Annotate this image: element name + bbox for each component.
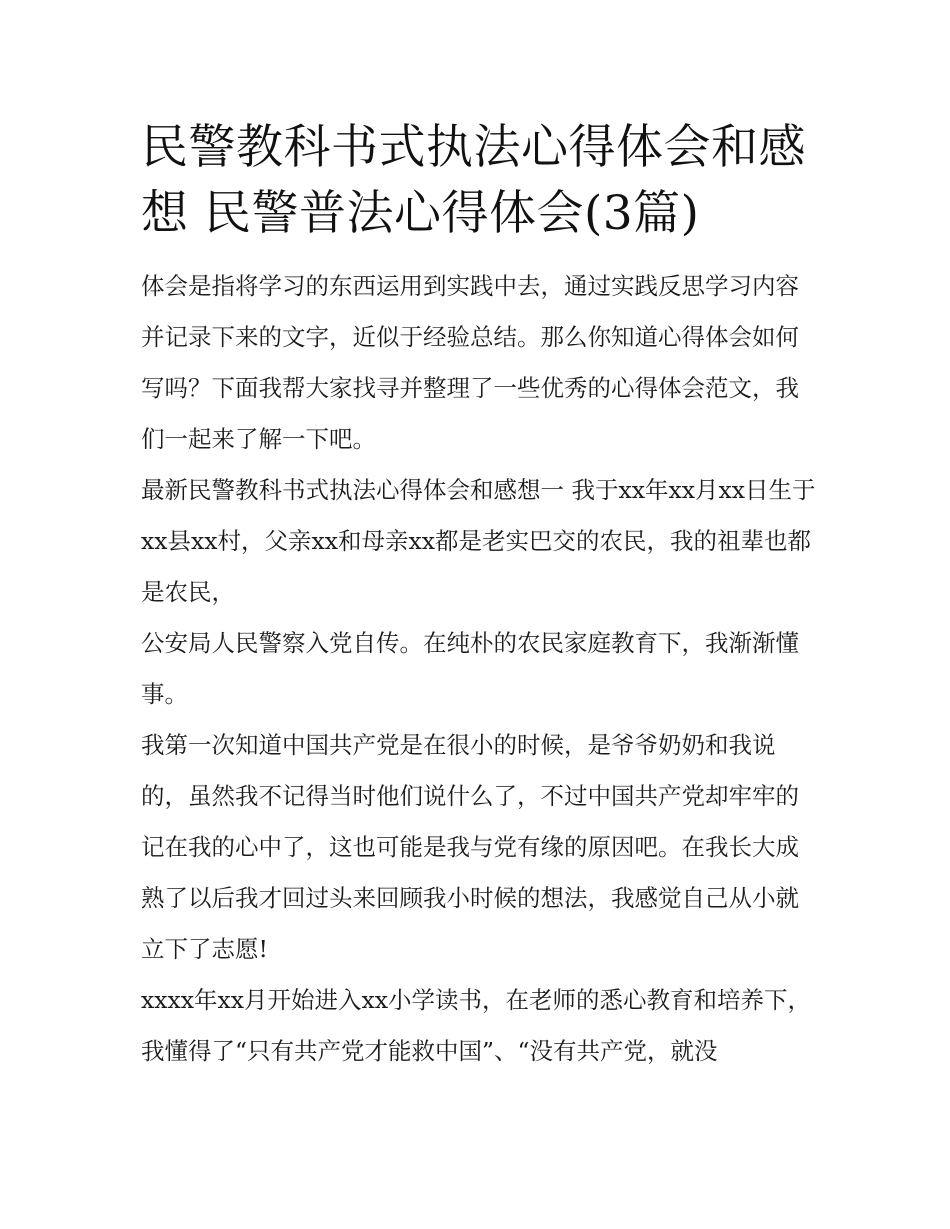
- document-content: [141, 115, 821, 1077]
- paragraph-1: 最新民警教科书式执法心得体会和感想一 我于xx年xx月xx日生于xx县xx村，父亲xx和母亲xx都是老实巴交的农民，我的祖辈也都是农民，: [141, 476, 816, 606]
- document-body: [141, 261, 821, 1077]
- document-title: 民警教科书式执法心得体会和感想 民警普法心得体会(3篇): [141, 120, 806, 241]
- paragraph-2: 公安局人民警察入党自传。在纯朴的农民家庭教育下，我渐渐懂事。: [141, 629, 799, 708]
- paragraph-4: xxxx年xx月开始进入xx小学读书，在老师的悉心教育和培养下，我懂得了“只有共产党才能救中国”、“没有共产党，就没: [141, 986, 812, 1065]
- paragraph-intro: 体会是指将学习的东西运用到实践中去，通过实践反思学习内容并记录下来的文字，近似于经验总结。那么你知道心得体会如何写吗？下面我帮大家找寻并整理了一些优秀的心得体会范文，我们一起来了解一下吧。: [141, 272, 799, 453]
- paragraph-3: 我第一次知道中国共产党是在很小的时候，是爷爷奶奶和我说的，虽然我不记得当时他们说什么了，不过中国共产党却牢牢的记在我的心中了，这也可能是我与党有缘的原因吧。在我长大成熟了以后我才回过头来回顾我小时候的想法，我感觉自己从小就立下了志愿!: [141, 731, 799, 963]
